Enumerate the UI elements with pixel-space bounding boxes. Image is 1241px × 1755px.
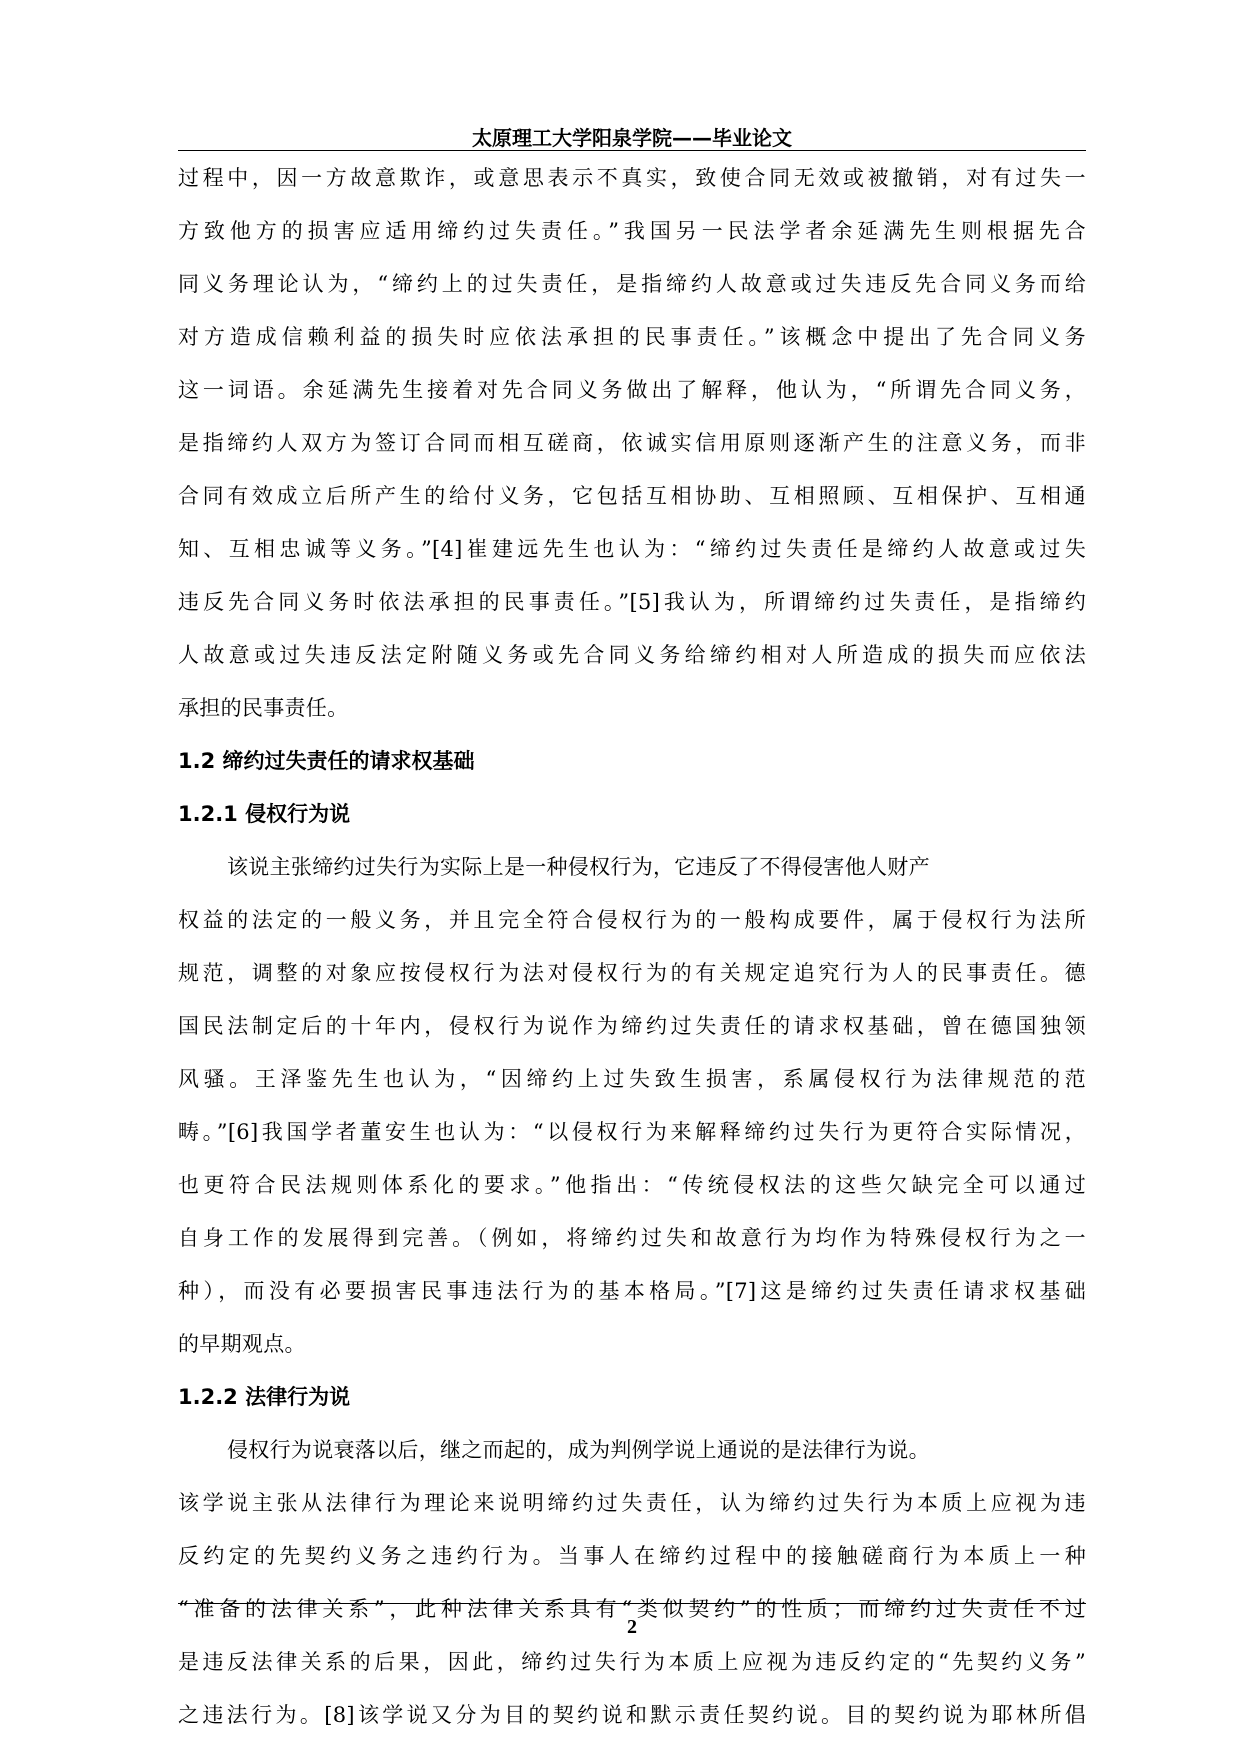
- body-line: 该学说主张从法律行为理论来说明缔约过失责任，认为缔约过失行为本质上应视为违: [178, 1491, 1086, 1515]
- body-line: 自身工作的发展得到完善。（例如，将缔约过失和故意行为均作为特殊侵权行为之一: [178, 1226, 1086, 1250]
- body-line: 是指缔约人双方为签订合同而相互磋商，依诚实信用原则逐渐产生的注意义务，而非: [178, 431, 1086, 455]
- body-line: 权益的法定的一般义务，并且完全符合侵权行为的一般构成要件，属于侵权行为法所: [178, 908, 1086, 932]
- body-line: 知、互相忠诚等义务。”[4]崔建远先生也认为：“缔约过失责任是缔约人故意或过失: [178, 537, 1086, 561]
- section-heading: 1.2 缔约过失责任的请求权基础: [178, 749, 475, 773]
- body-line: 是违反法律关系的后果，因此，缔约过失行为本质上应视为违反约定的“先契约义务”: [178, 1650, 1086, 1674]
- body-line: 同义务理论认为，“缔约上的过失责任，是指缔约人故意或过失违反先合同义务而给: [178, 272, 1086, 296]
- body-line: 违反先合同义务时依法承担的民事责任。”[5]我认为，所谓缔约过失责任，是指缔约: [178, 590, 1086, 614]
- body-line: 风骚。王泽鉴先生也认为，“因缔约上过失致生损害，系属侵权行为法律规范的范: [178, 1067, 1086, 1091]
- body-line: 承担的民事责任。: [178, 696, 349, 720]
- body-line: 人故意或过失违反法定附随义务或先合同义务给缔约相对人所造成的损失而应依法: [178, 643, 1086, 667]
- body-line: 规范，调整的对象应按侵权行为法对侵权行为的有关规定追究行为人的民事责任。德: [178, 961, 1086, 985]
- body-line: 这一词语。余延满先生接着对先合同义务做出了解释，他认为，“所谓先合同义务，: [178, 378, 1086, 402]
- header-divider: [178, 150, 1086, 151]
- footer-divider: [178, 1603, 1086, 1604]
- body-line: 国民法制定后的十年内，侵权行为说作为缔约过失责任的请求权基础，曾在德国独领: [178, 1014, 1086, 1038]
- body-line: 种），而没有必要损害民事违法行为的基本格局。”[7]这是缔约过失责任请求权基础: [178, 1279, 1086, 1303]
- body-line: 反约定的先契约义务之违约行为。当事人在缔约过程中的接触磋商行为本质上一种: [178, 1544, 1086, 1568]
- body-line: 侵权行为说衰落以后，继之而起的，成为判例学说上通说的是法律行为说。: [227, 1438, 930, 1462]
- body-line: 畴。”[6]我国学者董安生也认为：“以侵权行为来解释缔约过失行为更符合实际情况，: [178, 1120, 1086, 1144]
- subsection-heading: 1.2.2 法律行为说: [178, 1385, 351, 1409]
- body-line: 的早期观点。: [178, 1332, 306, 1356]
- body-line: 该说主张缔约过失行为实际上是一种侵权行为，它违反了不得侵害他人财产: [227, 855, 930, 879]
- body-line: 之违法行为。[8]该学说又分为目的契约说和默示责任契约说。目的契约说为耶林所倡: [178, 1703, 1086, 1727]
- document-body: [178, 152, 1086, 1742]
- body-line: 合同有效成立后所产生的给付义务，它包括互相协助、互相照顾、互相保护、互相通: [178, 484, 1086, 508]
- page-header: 太原理工大学阳泉学院——毕业论文: [472, 126, 792, 150]
- body-line: 方致他方的损害应适用缔约过失责任。”我国另一民法学者余延满先生则根据先合: [178, 219, 1086, 243]
- body-line: 也更符合民法规则体系化的要求。”他指出：“传统侵权法的这些欠缺完全可以通过: [178, 1173, 1086, 1197]
- body-line: 对方造成信赖利益的损失时应依法承担的民事责任。”该概念中提出了先合同义务: [178, 325, 1086, 349]
- subsection-heading: 1.2.1 侵权行为说: [178, 802, 351, 826]
- body-line: “准备的法律关系”，此种法律关系具有“类似契约”的性质；而缔约过失责任不过: [178, 1597, 1086, 1621]
- page-number: 2: [627, 1616, 637, 1638]
- body-line: 过程中，因一方故意欺诈，或意思表示不真实，致使合同无效或被撤销，对有过失一: [178, 166, 1086, 190]
